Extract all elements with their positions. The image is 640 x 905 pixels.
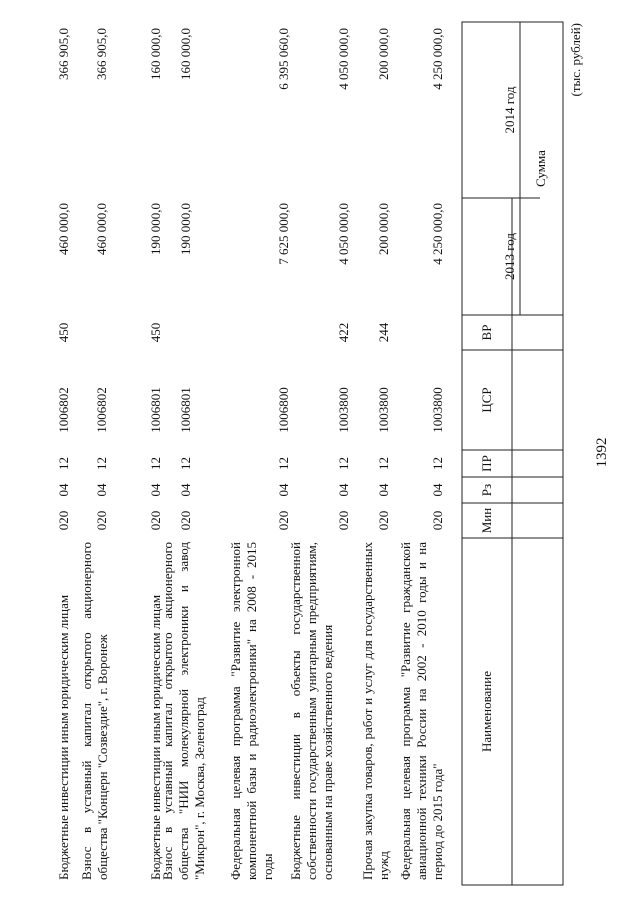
row-name: Бюджетные инвестиции иным юридическим лицам: [56, 594, 71, 880]
row-2014: 6 395 060,0: [276, 28, 291, 90]
row-min: 020: [178, 510, 193, 531]
row-name: Бюджетные инвестиции в объекты государственной собственности государственным унитарным предприятиям, основанным на праве хозяйственного ведения: [288, 542, 335, 880]
row-vr: 450: [56, 322, 71, 343]
row-2013: 460 000,0: [94, 203, 109, 255]
header-csr: ЦСР: [479, 387, 494, 413]
row-2014: 160 000,0: [178, 28, 193, 80]
row-vr: 244: [376, 322, 391, 343]
row-2014: 366 905,0: [94, 28, 109, 80]
header-min: Мин: [479, 507, 494, 534]
row-name: Прочая закупка товаров, работ и услуг для государственных нужд: [360, 542, 391, 880]
row-2014: 366 905,0: [56, 28, 71, 80]
header-pr: ПР: [479, 455, 494, 472]
row-min: 020: [94, 510, 109, 531]
header-name: Наименование: [479, 671, 494, 752]
row-2014: 4 050 000,0: [336, 28, 351, 90]
row-rz: 04: [56, 483, 71, 497]
row-pr: 12: [178, 457, 193, 470]
row-csr: 1006802: [56, 387, 71, 433]
row-vr: 450: [148, 322, 163, 343]
row-rz: 04: [148, 483, 163, 497]
row-2013: 200 000,0: [376, 203, 391, 255]
row-rz: 04: [276, 483, 291, 497]
row-min: 020: [430, 510, 445, 531]
row-pr: 12: [376, 457, 391, 470]
row-2013: 4 050 000,0: [336, 203, 351, 265]
row-2014: 4 250 000,0: [430, 28, 445, 90]
row-pr: 12: [56, 457, 71, 470]
row-csr: 1003800: [336, 387, 351, 433]
row-pr: 12: [148, 457, 163, 470]
row-csr: 1003800: [430, 387, 445, 433]
page-number: 1392: [594, 437, 610, 468]
header-2013: 2013 год: [502, 233, 517, 280]
row-rz: 04: [430, 483, 445, 497]
row-min: 020: [276, 510, 291, 531]
row-pr: 12: [336, 457, 351, 470]
row-min: 020: [336, 510, 351, 531]
row-2013: 190 000,0: [178, 203, 193, 255]
row-name: Взнос в уставный капитал открытого акционерного общества "Концерн "Созвездие", г. Воронеж: [79, 542, 110, 880]
row-name: Федеральная целевая программа "Развитие электронной компонентной базы и радиоэлектроники" на 2008 - 2015 годы: [228, 542, 275, 880]
row-rz: 04: [94, 483, 109, 497]
row-name: Взнос в уставный капитал открытого акционерного общества "НИИ молекулярной электроники и завод "Микрон", г. Москва, Зеленоград: [160, 542, 207, 880]
row-csr: 1006801: [148, 387, 163, 433]
row-pr: 12: [94, 457, 109, 470]
header-sum: Сумма: [533, 150, 548, 187]
row-csr: 1006801: [178, 387, 193, 433]
header-vr: ВР: [479, 324, 494, 341]
row-2013: 4 250 000,0: [430, 203, 445, 265]
row-2013: 190 000,0: [148, 203, 163, 255]
units-label: (тыс. рублей): [568, 23, 583, 97]
row-vr: 422: [336, 322, 351, 343]
row-pr: 12: [430, 457, 445, 470]
row-csr: 1003800: [376, 387, 391, 433]
header-rz: Рз: [479, 483, 494, 497]
row-pr: 12: [276, 457, 291, 470]
row-2014: 200 000,0: [376, 28, 391, 80]
row-min: 020: [148, 510, 163, 531]
row-rz: 04: [336, 483, 351, 497]
row-name: Бюджетные инвестиции иным юридическим лицам: [148, 594, 163, 880]
row-2014: 160 000,0: [148, 28, 163, 80]
row-2013: 460 000,0: [56, 203, 71, 255]
row-2013: 7 625 000,0: [276, 203, 291, 265]
row-csr: 1006800: [276, 387, 291, 433]
row-name: Федеральная целевая программа "Развитие гражданской авиационной техники России на 2002 - 2010 годы и на период до 2015 года": [398, 542, 445, 880]
row-rz: 04: [178, 483, 193, 497]
row-min: 020: [376, 510, 391, 531]
row-csr: 1006802: [94, 387, 109, 433]
row-min: 020: [56, 510, 71, 531]
row-rz: 04: [376, 483, 391, 497]
header-2014: 2014 год: [502, 86, 517, 134]
